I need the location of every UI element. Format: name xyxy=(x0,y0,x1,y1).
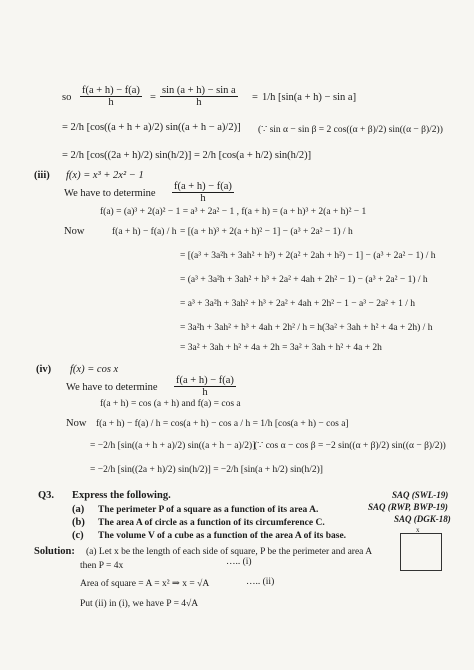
identity-note-cosine: (∵ cos α − cos β = −2 sin((α + β)/2) sin((α − β)/2)) xyxy=(254,441,446,451)
part-iv-determine: We have to determine xyxy=(66,382,158,393)
q3-b-text: The area A of circle as a function of its circumference C. xyxy=(98,518,325,528)
part-iv-step-2: = −2/h [sin((a + h + a)/2) sin((a + h − a)/2)] xyxy=(90,441,256,451)
square-side-label: x xyxy=(416,526,420,534)
part-iii-step-4: = a³ + 3a²h + 3ah² + h³ + 2a² + 4ah + 2h² − 1 − a³ − 2a² + 1 / h xyxy=(180,299,415,309)
q3-c-text: The volume V of a cube as a function of the area A of its base. xyxy=(98,531,347,541)
fraction-1 xyxy=(78,85,144,108)
part-iii-step-3: = (a³ + 3a²h + 3ah² + h³ + 2a² + 4ah + 2h² − 1) − (a³ + 2a² − 1) / h xyxy=(180,275,428,285)
fraction-2 xyxy=(158,85,240,108)
square-figure xyxy=(400,533,442,571)
solution-label: Solution: xyxy=(34,546,75,557)
q3-title: Express the following. xyxy=(72,490,171,501)
line-1-tail: 1/h [sin(a + h) − sin a] xyxy=(262,92,357,103)
part-iv-step-3: = −2/h [sin((2a + h)/2) sin(h/2)] = −2/h [sin(a + h/2) sin(h/2)] xyxy=(90,465,323,475)
part-iii-now-rhs: = [(a + h)³ + 2(a + h)² − 1] − (a³ + 2a² − 1) / h xyxy=(180,227,353,237)
part-iii-determine: We have to determine xyxy=(64,188,156,199)
iii-det-numerator: f(a + h) − f(a) xyxy=(174,181,232,192)
part-iv-f-values: f(a + h) = cos (a + h) and f(a) = cos a xyxy=(100,399,241,409)
part-iv-determine-fraction xyxy=(172,375,238,398)
line-2-expression: = 2/h [cos((a + h + a)/2) sin((a + h − a)/2)] xyxy=(62,122,241,133)
part-iv-now: Now xyxy=(66,418,87,429)
part-iv-now-equation: f(a + h) − f(a) / h = cos(a + h) − cos a / h = 1/h [cos(a + h) − cos a] xyxy=(96,419,349,429)
saq-reference-3: SAQ (DGK-18) xyxy=(394,514,451,524)
solution-area: Area of square = A = x² ⇒ x = √A xyxy=(80,579,210,589)
line-3-expression: = 2/h [cos((2a + h)/2) sin(h/2)] = 2/h [cos(a + h/2) sin(h/2)] xyxy=(62,150,312,161)
part-iii-f-values: f(a) = (a)³ + 2(a)² − 1 = a³ + 2a² − 1 , f(a + h) = (a + h)³ + 2(a + h)² − 1 xyxy=(100,207,367,217)
solution-a-intro: (a) Let x be the length of each side of square, P be the perimeter and area A xyxy=(86,547,373,557)
fraction-2-denominator: h xyxy=(196,97,202,108)
iv-det-denominator: h xyxy=(202,387,208,398)
part-iv-function: f(x) = cos x xyxy=(70,364,119,375)
equals-sign-2: = xyxy=(252,92,258,103)
q3-a-text: The perimeter P of a square as a function of its area A. xyxy=(98,505,319,515)
saq-reference-1: SAQ (SWL-19) xyxy=(392,490,449,500)
fraction-2-numerator: sin (a + h) − sin a xyxy=(162,85,236,96)
solution-ref-ii: ….. (ii) xyxy=(246,577,275,587)
equals-sign: = xyxy=(150,92,156,103)
part-iii-step-6: = 3a² + 3ah + h² + 4a + 2h = 3a² + 3ah + h² + 4a + 2h xyxy=(180,343,382,353)
q3-a-label: (a) xyxy=(72,504,85,515)
iii-det-denominator: h xyxy=(200,193,206,204)
iv-det-numerator: f(a + h) − f(a) xyxy=(176,375,234,386)
solution-perimeter: then P = 4x xyxy=(80,561,124,571)
fraction-1-denominator: h xyxy=(108,97,114,108)
fraction-1-numerator: f(a + h) − f(a) xyxy=(82,85,140,96)
part-iv-label: (iv) xyxy=(36,364,52,375)
saq-reference-2: SAQ (RWP, BWP-19) xyxy=(368,502,448,512)
part-iii-step-2: = [(a³ + 3a²h + 3ah² + h³) + 2(a² + 2ah + h²) − 1] − (a³ + 2a² − 1) / h xyxy=(180,251,436,261)
solution-result: Put (ii) in (i), we have P = 4√A xyxy=(80,599,199,609)
q3-label: Q3. xyxy=(38,490,55,501)
solution-ref-i: ….. (i) xyxy=(226,557,252,567)
part-iii-now-lhs: f(a + h) − f(a) / h xyxy=(112,227,177,237)
identity-note-sine: (∵ sin α − sin β = 2 cos((α + β)/2) sin((α − β)/2)) xyxy=(258,125,443,135)
part-iii-determine-fraction xyxy=(170,181,236,204)
part-iii-label: (iii) xyxy=(34,170,50,181)
q3-c-label: (c) xyxy=(72,530,84,541)
part-iii-function: f(x) = x³ + 2x² − 1 xyxy=(66,170,144,181)
q3-b-label: (b) xyxy=(72,517,85,528)
part-iii-step-5: = 3a²h + 3ah² + h³ + 4ah + 2h² / h = h(3a² + 3ah + h² + 4a + 2h) / h xyxy=(180,323,433,333)
part-iii-now: Now xyxy=(64,226,85,237)
so-label: so xyxy=(62,92,72,103)
